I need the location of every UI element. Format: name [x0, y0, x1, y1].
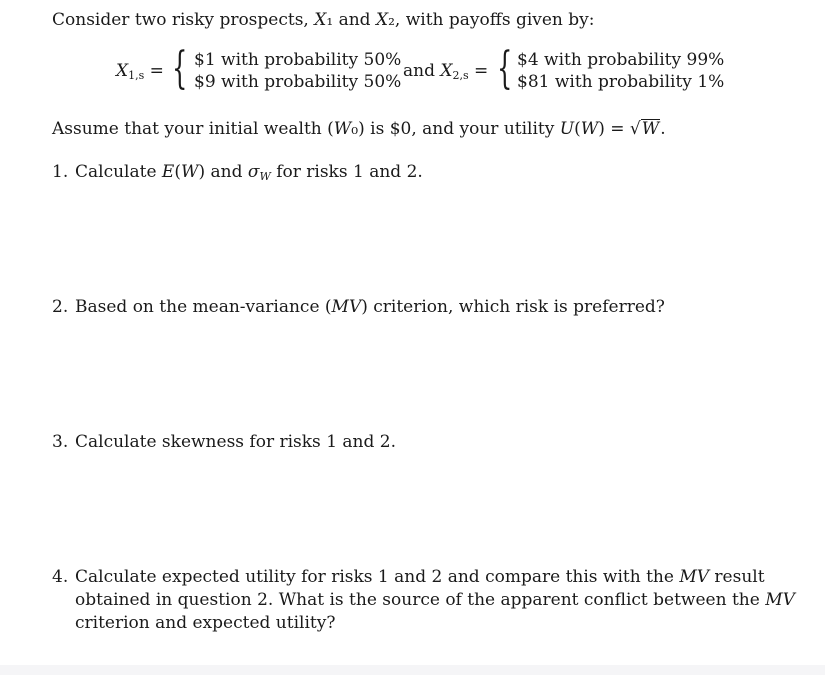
- q2-part-1: Based on the mean-variance (: [75, 297, 332, 317]
- u-var: U: [559, 119, 575, 139]
- question-1-number: 1.: [52, 162, 69, 182]
- q1-part-2: (: [174, 162, 181, 182]
- cases-x1: [194, 49, 401, 93]
- left-brace-2: {: [497, 43, 513, 94]
- q1-w: W: [180, 162, 199, 182]
- assume-part-4: ) = √: [598, 119, 641, 139]
- page-bottom-strip: [0, 665, 825, 675]
- payoff-equation: [0, 43, 825, 97]
- q1-sigma-sub: W: [259, 170, 271, 183]
- w0-var: W: [333, 119, 352, 139]
- assume-part-3: (: [574, 119, 581, 139]
- assumption-text: [52, 118, 666, 141]
- x1-sub: ₁: [326, 10, 334, 30]
- question-2-number: 2.: [52, 297, 69, 317]
- lhs-x1-var: X: [116, 61, 129, 81]
- question-4-body: Calculate expected utility for risks 1 and 2 and compare this with the MV result obtained in question 2. What is the source of the apparent conflict between the MV criterion and expected utility?: [75, 567, 795, 633]
- question-3: [52, 431, 396, 454]
- question-1: [52, 161, 423, 184]
- intro-part-3: , with payoffs given by:: [394, 10, 595, 30]
- x1-var: X: [314, 10, 327, 30]
- lhs-x2-eq: =: [474, 61, 489, 81]
- sqrt-w: W: [641, 119, 660, 139]
- question-2: [52, 296, 665, 319]
- and-word: and: [403, 61, 435, 81]
- cases-x2: [517, 49, 724, 93]
- question-4: [52, 566, 797, 635]
- intro-part-2: and: [333, 10, 376, 30]
- q1-part-3: ) and: [198, 162, 248, 182]
- q2-mv: MV: [331, 297, 362, 317]
- q1-part-4: for risks 1 and 2.: [270, 162, 423, 182]
- lhs-x1-eq: =: [149, 61, 164, 81]
- lhs-x1: [116, 60, 164, 83]
- lhs-x2: [403, 60, 488, 83]
- w0-sub: ₀: [351, 119, 359, 139]
- lhs-x2-var: X: [440, 61, 453, 81]
- q1-sigma: σ: [247, 162, 260, 182]
- x2-sub: ₂: [388, 10, 395, 30]
- lhs-x2-sub: 2,s: [452, 69, 469, 82]
- question-4-number: 4.: [52, 567, 69, 587]
- question-3-text: Calculate skewness for risks 1 and 2.: [75, 432, 396, 452]
- question-3-number: 3.: [52, 432, 69, 452]
- assume-end: .: [660, 119, 666, 139]
- intro-text: [52, 9, 595, 32]
- case-x1-a: $1 with probability 50%: [194, 50, 402, 70]
- w-var: W: [580, 119, 599, 139]
- q2-part-2: ) criterion, which risk is preferred?: [361, 297, 665, 317]
- intro-part-1: Consider two risky prospects,: [52, 10, 315, 30]
- case-x2-b: $81 with probability 1%: [517, 72, 725, 92]
- q1-part-1: Calculate: [75, 162, 162, 182]
- lhs-x1-sub: 1,s: [128, 69, 145, 82]
- case-x1-b: $9 with probability 50%: [194, 72, 402, 92]
- assume-part-2: ) is $0, and your utility: [358, 119, 560, 139]
- q1-e: E: [161, 162, 175, 182]
- assume-part-1: Assume that your initial wealth (: [52, 119, 334, 139]
- left-brace-1: {: [172, 43, 188, 94]
- case-x2-a: $4 with probability 99%: [517, 50, 725, 70]
- x2-var: X: [375, 10, 389, 30]
